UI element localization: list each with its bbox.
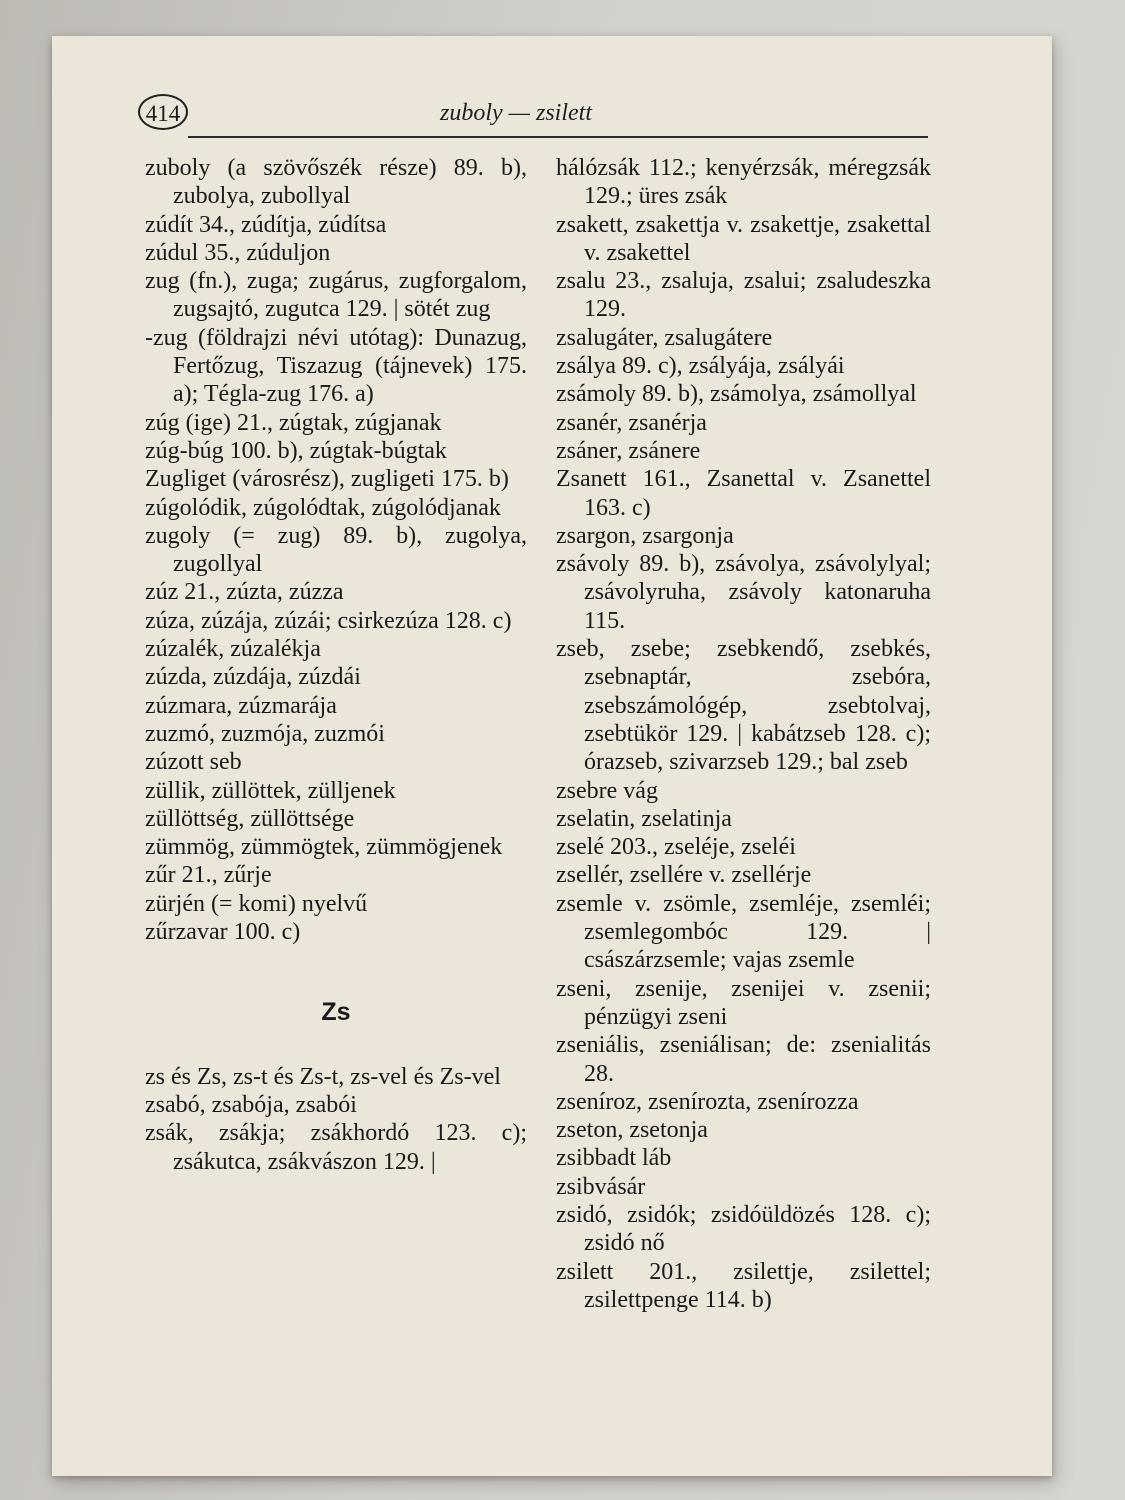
dictionary-entry: zúzott seb xyxy=(145,749,242,776)
dictionary-entry: zsemle v. zsömle, zsemléje, zsemléi; zsemlegombóc 129. | császárzsemle; vajas zsemle xyxy=(556,890,931,974)
dictionary-entry: zsáner, zsánere xyxy=(556,437,701,464)
header-rule xyxy=(188,136,928,138)
dictionary-entry: zsellér, zsellére v. zsellérje xyxy=(556,862,812,889)
dictionary-entry: zselatin, zselatinja xyxy=(556,805,732,832)
dictionary-entry: zúz 21., zúzta, zúzza xyxy=(145,579,344,606)
dictionary-entry: zúg-búg 100. b), zúgtak-búgtak xyxy=(145,437,447,464)
dictionary-entry: zsebre vág xyxy=(556,777,658,804)
dictionary-entry: zúzmara, zúzmarája xyxy=(145,692,337,719)
dictionary-entry: zsanér, zsanérja xyxy=(556,409,707,436)
dictionary-entry: zsilett 201., zsilettje, zsilettel; zsilettpenge 114. b) xyxy=(556,1258,931,1313)
dictionary-entry: zúgolódik, zúgolódtak, zúgolódjanak xyxy=(145,494,501,521)
page-number: 414 xyxy=(138,94,188,130)
dictionary-entry: zúza, zúzája, zúzái; csirkezúza 128. c) xyxy=(145,607,512,634)
dictionary-entry: zs és Zs, zs-t és Zs-t, zs-vel és Zs-vel xyxy=(145,1063,501,1090)
left-column xyxy=(145,154,527,1176)
dictionary-entry: Zugliget (városrész), zugligeti 175. b) xyxy=(145,466,509,493)
dictionary-entry: zseton, zsetonja xyxy=(556,1117,708,1144)
dictionary-entry: hálózsák 112.; kenyérzsák, méregzsák 129.; üres zsák xyxy=(556,155,931,210)
dictionary-entry: zsávoly 89. b), zsávolya, zsávolylyal; zsávolyruha, zsávoly katonaruha 115. xyxy=(556,551,931,634)
dictionary-entry: zűr 21., zűrje xyxy=(145,862,272,889)
dictionary-entry: -zug (földrajzi névi utótag): Dunazug, Fertőzug, Tiszazug (tájnevek) 175. a); Tégla-zug 176. a) xyxy=(145,324,527,408)
dictionary-entry: zsibbadt láb xyxy=(556,1145,672,1172)
dictionary-entry: zsargon, zsargonja xyxy=(556,522,734,549)
dictionary-entry: zuzmó, zuzmója, zuzmói xyxy=(145,720,385,747)
dictionary-entry: zúg (ige) 21., zúgtak, zúgjanak xyxy=(145,409,442,436)
dictionary-entry: zúdít 34., zúdítja, zúdítsa xyxy=(145,211,387,238)
dictionary-entry: zúzalék, zúzalékja xyxy=(145,636,321,663)
running-head: zuboly — zsilett xyxy=(440,100,593,126)
dictionary-entry: zug (fn.), zuga; zugárus, zugforgalom, zugsajtó, zugutca 129. | sötét zug xyxy=(145,268,527,323)
dictionary-entry: zuboly (a szövőszék része) 89. b), zubolya, zubollyal xyxy=(145,155,527,210)
dictionary-entry: zsalu 23., zsaluja, zsalui; zsaludeszka 129. xyxy=(556,268,931,323)
dictionary-entry: zúzda, zúzdája, zúzdái xyxy=(145,664,361,691)
dictionary-entry: züllöttség, züllöttsége xyxy=(145,805,355,832)
dictionary-entry: zsabó, zsabója, zsabói xyxy=(145,1091,357,1118)
dictionary-entry: zseb, zsebe; zsebkendő, zsebkés, zsebnaptár, zsebóra, zsebszámológép, zsebtolvaj, zsebtükör 129. | kabátzseb 128. c); órazseb, szivarzseb 129.; bal zseb xyxy=(556,636,931,776)
dictionary-entry: zsák, zsákja; zsákhordó 123. c); zsákutca, zsákvászon 129. | xyxy=(145,1120,527,1175)
dictionary-entry: zseni, zsenije, zsenijei v. zsenii; pénzügyi zseni xyxy=(556,975,931,1030)
dictionary-entry: zsámoly 89. b), zsámolya, zsámollyal xyxy=(556,381,917,408)
dictionary-entry: zseniális, zseniálisan; de: zsenialitás 28. xyxy=(556,1032,931,1087)
dictionary-entry: zsakett, zsakettja v. zsakettje, zsakettal v. zsakettel xyxy=(556,211,931,266)
right-column xyxy=(556,154,931,1314)
dictionary-entry: zselé 203., zseléje, zseléi xyxy=(556,834,796,861)
dictionary-entry: züllik, züllöttek, zülljenek xyxy=(145,777,396,804)
dictionary-entry: zümmög, zümmögtek, zümmögjenek xyxy=(145,834,503,861)
dictionary-entry: zsalugáter, zsalugátere xyxy=(556,324,773,351)
dictionary-entry: zsálya 89. c), zsályája, zsályái xyxy=(556,353,845,380)
dictionary-entry: zúdul 35., zúduljon xyxy=(145,239,331,266)
dictionary-entry: zseníroz, zsenírozta, zsenírozza xyxy=(556,1088,859,1115)
dictionary-entry: zsidó, zsidók; zsidóüldözés 128. c); zsidó nő xyxy=(556,1201,931,1257)
dictionary-entry: Zsanett 161., Zsanettal v. Zsanettel 163. c) xyxy=(556,466,931,521)
dictionary-entry: zsibvásár xyxy=(556,1173,646,1200)
section-letter: Zs xyxy=(321,998,351,1027)
dictionary-entry: zűrzavar 100. c) xyxy=(145,919,301,946)
dictionary-entry: zugoly (= zug) 89. b), zugolya, zugollyal xyxy=(145,522,527,578)
dictionary-entry: zürjén (= komi) nyelvű xyxy=(145,890,368,917)
